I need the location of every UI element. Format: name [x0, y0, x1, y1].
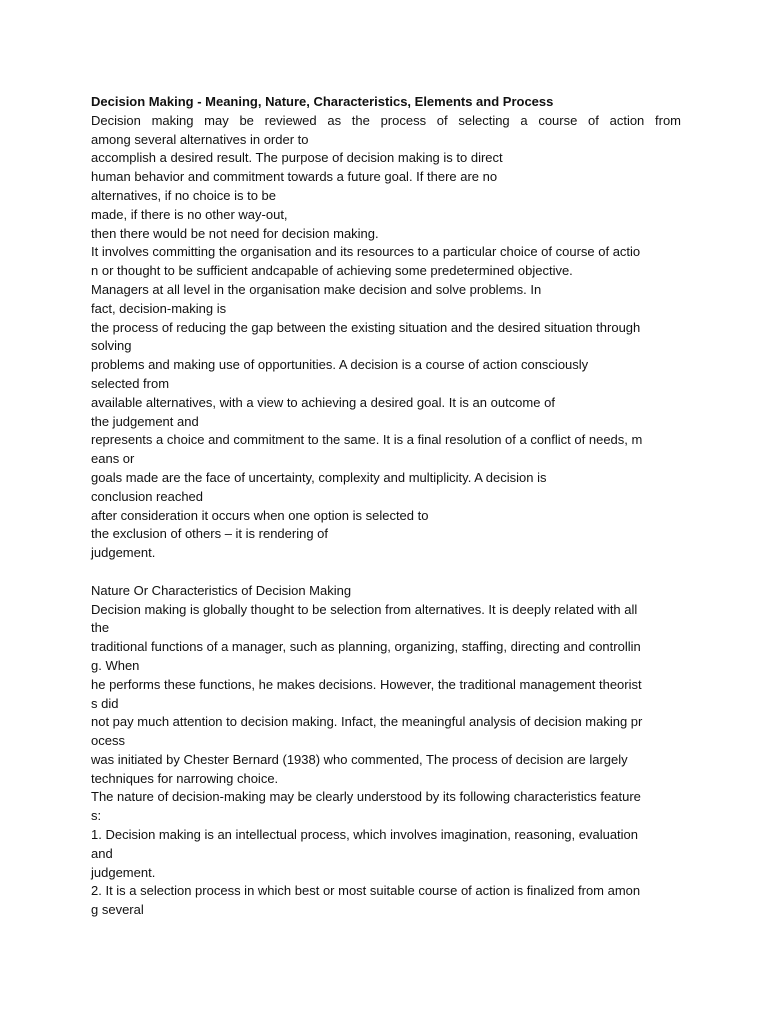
text-line: 2. It is a selection process in which best or most suitable course of action is finalized from amon [91, 883, 641, 899]
text-line: conclusion reached [91, 488, 204, 504]
text-line: and [91, 845, 113, 861]
text-line: n or thought to be sufficient andcapable of achieving some predetermined objective. [91, 263, 573, 279]
document-title: Decision Making - Meaning, Nature, Characteristics, Elements and Process [91, 94, 554, 109]
text-line: the [91, 620, 110, 636]
text-line: Managers at all level in the organisation make decision and solve problems. In [91, 281, 542, 297]
text-line: represents a choice and commitment to the same. It is a final resolution of a conflict of needs, m [91, 432, 643, 448]
text-line: judgement. [91, 545, 156, 561]
text-line: he performs these functions, he makes decisions. However, the traditional management theorist [91, 676, 642, 692]
text-line: ocess [91, 733, 125, 749]
text-line: s: [91, 808, 102, 824]
text-line: after consideration it occurs when one option is selected to [91, 507, 429, 523]
text-line: the judgement and [91, 413, 199, 429]
text-line: made, if there is no other way-out, [91, 206, 288, 222]
text-line: accomplish a desired result. The purpose of decision making is to direct [91, 150, 503, 166]
text-line: human behavior and commitment towards a future goal. If there are no [91, 169, 498, 185]
text-line: The nature of decision-making may be clearly understood by its following characteristics feature [91, 789, 641, 805]
text-line: 1. Decision making is an intellectual process, which involves imagination, reasoning, evaluation [91, 827, 639, 843]
document-body [91, 93, 681, 920]
text-line: g several [91, 902, 144, 918]
text-line: s did [91, 695, 119, 711]
text-line: Decision making may be reviewed as the process of selecting a course of action from [91, 112, 681, 128]
text-line: available alternatives, with a view to achieving a desired goal. It is an outcome of [91, 394, 555, 410]
text-line: selected from [91, 375, 170, 391]
text-line: problems and making use of opportunities. A decision is a course of action consciously [91, 357, 589, 373]
text-line: traditional functions of a manager, such as planning, organizing, staffing, directing and controllin [91, 639, 641, 655]
text-line: It involves committing the organisation and its resources to a particular choice of course of actio [91, 244, 641, 260]
text-line: among several alternatives in order to [91, 131, 309, 147]
text-line: g. When [91, 657, 140, 673]
blank-line [91, 563, 681, 582]
text-line: fact, decision-making is [91, 300, 227, 316]
text-line: then there would be not need for decision making. [91, 225, 379, 241]
text-line: Decision making is globally thought to be selection from alternatives. It is deeply related with all [91, 601, 638, 617]
text-line: solving [91, 338, 132, 354]
text-line: eans or [91, 451, 135, 467]
text-line: not pay much attention to decision making. Infact, the meaningful analysis of decision making pr [91, 714, 643, 730]
text-line: techniques for narrowing choice. [91, 770, 279, 786]
text-line: Nature Or Characteristics of Decision Making [91, 582, 352, 598]
text-line: alternatives, if no choice is to be [91, 187, 276, 203]
text-line: the exclusion of others – it is rendering of [91, 526, 329, 542]
text-line: judgement. [91, 864, 156, 880]
text-line: goals made are the face of uncertainty, complexity and multiplicity. A decision is [91, 469, 547, 485]
text-line: was initiated by Chester Bernard (1938) who commented, The process of decision are largely [91, 751, 628, 767]
text-line: the process of reducing the gap between the existing situation and the desired situation through [91, 319, 641, 335]
